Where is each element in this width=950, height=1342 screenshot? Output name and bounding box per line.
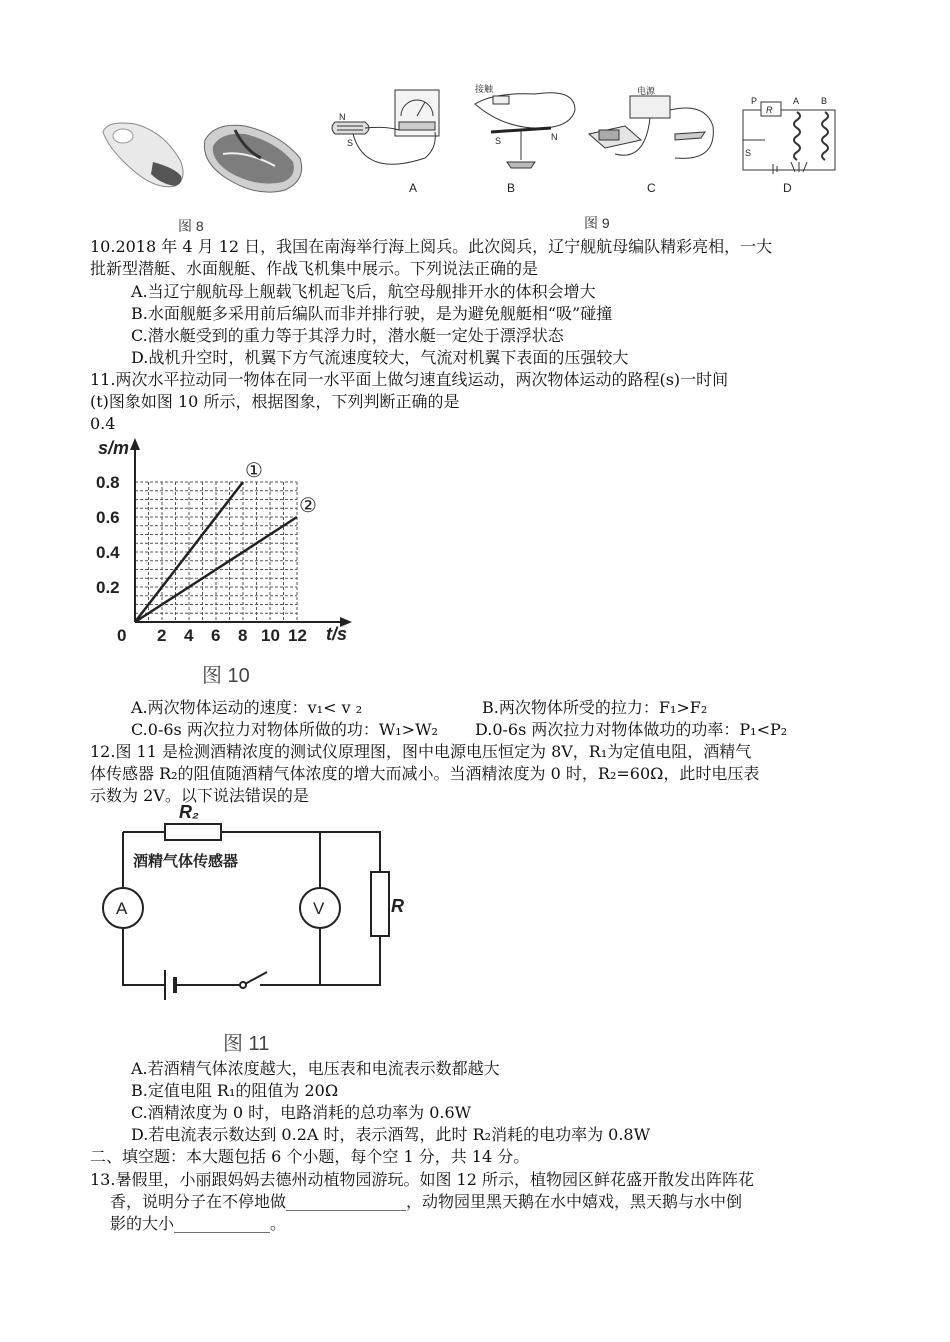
- q11-option-d: D.0-6s 两次拉力对物体做功的功率：P₁<P₂: [475, 720, 788, 739]
- q10-option-c: C.潜水艇受到的重力等于其浮力时，潜水艇一定处于漂浮状态: [131, 326, 564, 345]
- svg-text:S: S: [745, 148, 752, 158]
- voltmeter-label: V: [313, 899, 325, 918]
- fig9-label-a: A: [409, 181, 418, 195]
- y-tick-label: 0.4: [96, 543, 120, 562]
- svg-text:R: R: [766, 105, 773, 115]
- section-2-heading: 二、填空题：本大题包括 6 个小题，每个空 1 分，共 14 分。: [90, 1147, 530, 1166]
- x-tick-label: 4: [184, 626, 194, 645]
- figure-9-experiments: [325, 82, 865, 200]
- figure-8-insoles: [95, 110, 310, 205]
- figure-8-caption: 图 8: [178, 218, 204, 234]
- q10-stem-line-1: 10.2018 年 4 月 12 日，我国在南海举行海上阅兵。此次阅兵，辽宁舰航母编队精彩亮相，一大: [90, 237, 773, 256]
- r2-label: R₂: [179, 802, 199, 822]
- switch-blade: [245, 972, 267, 984]
- figure-11-caption: 图 11: [223, 1033, 270, 1055]
- q13-line-3: 影的大小____________。: [110, 1214, 287, 1233]
- fig9-b-label: 接触: [475, 84, 494, 94]
- svg-text:A: A: [793, 96, 800, 106]
- q10-option-d: D.战机升空时，机翼下方气流速度较大，气流对机翼下表面的压强较大: [131, 348, 629, 367]
- x-tick-label: 8: [238, 626, 248, 645]
- chart-caption: 图 10: [202, 665, 250, 687]
- x-tick-label: 10: [261, 626, 280, 645]
- x-tick-label: 2: [157, 626, 167, 645]
- fig9-label-b: B: [507, 181, 516, 195]
- q11-option-b: B.两次物体所受的拉力：F₁>F₂: [482, 698, 708, 717]
- y-tick-label: 0.6: [96, 508, 120, 527]
- q13-line-2: 香，说明分子在不停地做_______________，动物园里黑天鹅在水中嬉戏，黑天鹅与水中倒: [110, 1192, 743, 1211]
- q12-stem-line-1: 12.图 11 是检测酒精浓度的测试仪原理图，图中电源电压恒定为 8V，R₁为定值电阻，酒精气: [90, 742, 752, 761]
- svg-text:S: S: [495, 136, 502, 146]
- q11-stem-line-1: 11.两次水平拉动同一物体在同一水平面上做匀速直线运动，两次物体运动的路程(s)一时间: [90, 370, 729, 389]
- figure-9-caption: 图 9: [584, 215, 610, 231]
- q12-stem-line-3: 示数为 2V。以下说法错误的是: [90, 786, 309, 805]
- fig9-label-c: C: [647, 181, 656, 195]
- q11-option-c: C.0-6s 两次拉力对物体所做的功：W₁>W₂: [131, 720, 438, 739]
- fig9-b-apparatus: [475, 83, 575, 168]
- y-tick-label: 0.2: [96, 578, 120, 597]
- figure-10-st-chart: [90, 432, 380, 694]
- fig9-a-apparatus: [332, 90, 439, 164]
- fig9-c-label: 电源: [637, 86, 656, 96]
- x-tick-label: 12: [288, 626, 307, 645]
- svg-text:N: N: [339, 112, 346, 122]
- svg-text:B: B: [821, 96, 828, 106]
- q10-stem-line-2: 批新型潜艇、水面舰艇、作战飞机集中展示。下列说法正确的是: [90, 259, 539, 278]
- q12-option-a: A.若酒精气体浓度越大，电压表和电流表示数都越大: [131, 1059, 500, 1078]
- q12-option-d: D.若电流表示数达到 0.2A 时，表示酒驾，此时 R₂消耗的电功率为 0.8W: [131, 1125, 651, 1144]
- svg-text:P: P: [751, 96, 758, 106]
- svg-text:S: S: [347, 138, 354, 148]
- fig9-c-apparatus: [589, 85, 713, 158]
- x-tick-label: 6: [211, 626, 221, 645]
- x-axis-label: t/s: [326, 624, 348, 644]
- sensor-label: 酒精气体传感器: [133, 853, 239, 870]
- figure-11-circuit: [95, 800, 405, 1062]
- y-tick-label: 0.8: [96, 473, 120, 492]
- q10-option-b: B.水面舰艇多采用前后编队而非并排行驶，是为避免舰艇相“吸”碰撞: [131, 304, 613, 323]
- q11-stem-line-2: (t)图象如图 10 所示，根据图象，下列判断正确的是: [90, 392, 460, 411]
- q12-option-b: B.定值电阻 R₁的阻值为 20Ω: [131, 1081, 339, 1100]
- series-label-1: ①: [245, 460, 263, 482]
- series-label-2: ②: [299, 495, 317, 517]
- r1-label: R: [391, 896, 404, 916]
- fig9-d-apparatus: [743, 96, 835, 174]
- q12-stem-line-2: 体传感器 R₂的阻值随酒精气体浓度的增大而减小。当酒精浓度为 0 时，R₂=60Ω，此时电压表: [90, 764, 760, 783]
- q10-option-a: A.当辽宁舰航母上舰载飞机起飞后，航空母舰排开水的体积会增大: [131, 282, 596, 301]
- r1-resistor: [371, 872, 389, 936]
- svg-text:N: N: [551, 132, 558, 142]
- q11-stray-text: 0.4: [90, 414, 116, 433]
- fig9-label-d: D: [783, 181, 792, 195]
- x-tick-label: 0: [117, 626, 127, 645]
- q11-option-a: A.两次物体运动的速度：v₁< v ₂: [131, 698, 363, 717]
- ammeter-label: A: [116, 899, 128, 918]
- y-axis-arrow: [130, 438, 140, 450]
- q12-option-c: C.酒精浓度为 0 时，电路消耗的总功率为 0.6W: [131, 1103, 472, 1122]
- y-axis-label: s/m: [98, 438, 130, 458]
- r2-resistor: [165, 824, 221, 840]
- q13-line-1: 13.暑假里，小丽跟妈妈去德州动植物园游玩。如图 12 所示，植物园区鲜花盛开散发出阵阵花: [90, 1170, 754, 1189]
